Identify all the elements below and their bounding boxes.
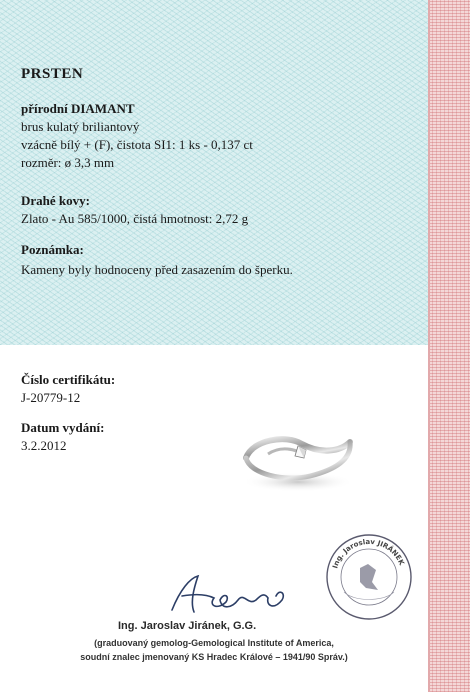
signatory-credentials: (graduovaný gemolog-Gemological Institute of America, [94, 638, 334, 648]
note-heading: Poznámka: [21, 242, 84, 257]
item-title: PRSTEN [21, 66, 84, 82]
official-seal [324, 532, 414, 622]
signatory-appointment: soudní znalec jmenovaný KS Hradec Králové – 1941/90 Správ.) [80, 652, 348, 662]
note-value: Kameny byly hodnoceny před zasazením do šperku. [21, 262, 293, 277]
stone-heading: přírodní DIAMANT [21, 101, 135, 116]
metals-heading: Drahé kovy: [21, 193, 90, 208]
signature-image [160, 570, 300, 620]
seal-icon [324, 532, 414, 622]
issue-date-label: Datum vydání: [21, 420, 105, 435]
svg-text:Ing. Jaroslav JIRÁNEK: Ing. Jaroslav JIRÁNEK [331, 537, 406, 570]
ring-photo [224, 396, 372, 504]
stone-line: vzácně bílý + (F), čistota SI1: 1 ks - 0,137 ct [21, 137, 253, 152]
guilloche-background [0, 0, 428, 345]
signatory-name: Ing. Jaroslav Jiránek, G.G. [118, 620, 257, 632]
border-edge [428, 0, 430, 692]
signature-icon [160, 570, 300, 620]
stone-line: brus kulatý briliantový [21, 119, 140, 134]
issue-date-value: 3.2.2012 [21, 438, 67, 453]
pink-security-border [428, 0, 470, 692]
certificate-number-value: J-20779-12 [21, 390, 81, 405]
ring-icon [224, 396, 372, 504]
stone-line: rozměr: ø 3,3 mm [21, 155, 115, 170]
certificate-number-label: Číslo certifikátu: [21, 372, 116, 387]
metals-value: Zlato - Au 585/1000, čistá hmotnost: 2,72 g [21, 211, 249, 226]
